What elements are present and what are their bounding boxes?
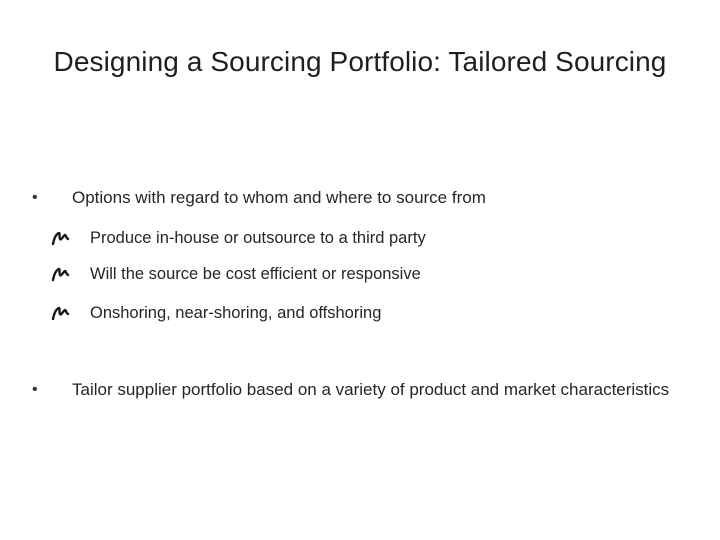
- sub-bullet-item: [0, 228, 720, 250]
- sub-bullet-item: [0, 264, 720, 286]
- bullet-marker: •: [32, 381, 38, 398]
- sub-bullet-text: Produce in-house or outsource to a third party: [90, 229, 426, 247]
- sub-bullet-item: [0, 303, 720, 325]
- sub-bullet-text: Onshoring, near-shoring, and offshoring: [90, 304, 382, 322]
- sub-bullet-text: Will the source be cost efficient or responsive: [90, 265, 421, 283]
- bullet-marker: •: [32, 189, 38, 206]
- slide-title: Designing a Sourcing Portfolio: Tailored Sourcing: [53, 46, 667, 77]
- curly-arrow-icon: [50, 266, 70, 282]
- curly-arrow-icon: [50, 305, 70, 321]
- curly-arrow-icon: [50, 230, 70, 246]
- bullet-text: Tailor supplier portfolio based on a variety of product and market characteristics: [72, 380, 670, 399]
- bullet-text: Options with regard to whom and where to source from: [72, 188, 486, 207]
